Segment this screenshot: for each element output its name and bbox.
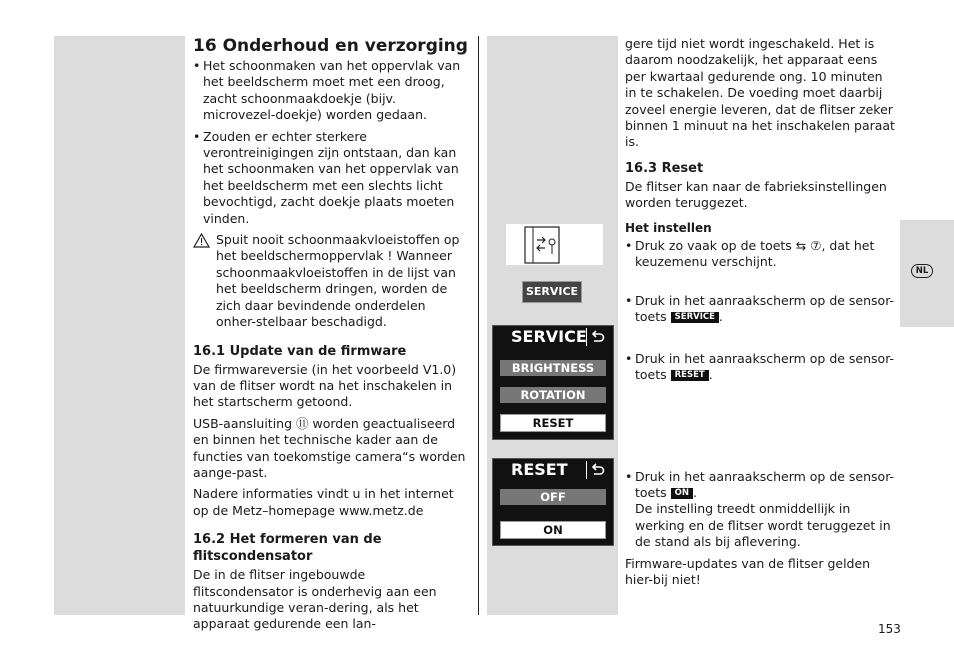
subsection-title: 16.2 Het formeren van de flitscondensator <box>193 532 382 565</box>
on-button[interactable]: ON <box>500 521 606 539</box>
back-button[interactable] <box>586 461 609 479</box>
left-margin-column <box>54 36 185 615</box>
reset-menu-screen <box>492 458 614 546</box>
on-chip: ON <box>671 488 693 499</box>
screen-title: SERVICE <box>511 327 587 346</box>
language-tab <box>900 220 954 327</box>
service-chip: SERVICE <box>671 312 719 323</box>
rotation-button[interactable]: ROTATION <box>500 387 606 403</box>
reset-button[interactable]: RESET <box>500 414 606 432</box>
paragraph: USB-aansluiting ⑪ worden geactualiseerd en binnen het technische kader aan de functies van toekomstige camera“s worden aange-past. <box>193 415 466 480</box>
off-button[interactable]: OFF <box>500 489 606 505</box>
brightness-button[interactable]: BRIGHTNESS <box>500 360 606 376</box>
paragraph: Nadere informaties vindt u in het internet op de Metz–homepage www.metz.de <box>193 486 454 518</box>
subsection-title: 16.3 Reset <box>625 160 704 176</box>
page-number: 153 <box>878 622 901 636</box>
list-item: • Het schoonmaken van het oppervlak van het beeldscherm moet met een droog, zacht schoonmaakdoekje (bijv. microvezel-doekje) worden gedaan. <box>193 58 468 124</box>
return-icon <box>591 462 605 478</box>
list-item: • Druk in het aanraakscherm op de sensor-toets ON . De instelling treedt onmiddellijk in werking en de flitser wordt teruggezet in de stand als bij aflevering. <box>625 469 897 551</box>
paragraph: De firmwareversie (in het voorbeeld V1.0) van de flitser wordt na het inschakelen in het startscherm getoond. <box>193 361 457 410</box>
warning-triangle-icon <box>193 233 210 248</box>
list-item: • Druk zo vaak op de toets ⇆ ⑦, dat het keuzemenu verschijnt. <box>625 238 897 284</box>
flash-buttons-icon <box>506 224 603 265</box>
reset-chip: RESET <box>671 370 709 381</box>
paragraph: De in de flitser ingebouwde flitscondensator is onderhevig aan een natuurkundige veran-dering, als het apparaat gedurende een lan- <box>193 567 437 632</box>
section-title: 16 Onderhoud en verzorging <box>193 36 468 56</box>
service-menu-screen <box>492 325 614 440</box>
left-text-column <box>193 36 468 638</box>
reset-steps <box>625 238 897 551</box>
right-text-column <box>625 36 897 594</box>
cleaning-list <box>193 58 468 227</box>
paragraph: gere tijd niet wordt ingeschakeld. Het is daarom noodzakelijk, het apparaat eens per kwartaal gedurende ong. 10 minuten in te schakelen. De voeding moet daarbij zoveel energie leveren, dat de flitser zeker binnen 1 minuut na het inschakelen paraat is. <box>625 36 895 150</box>
return-icon <box>591 329 605 345</box>
paragraph: De flitser kan naar de fabrieksinstellingen worden teruggezet. <box>625 178 887 211</box>
language-badge: NL <box>911 264 933 278</box>
service-key-figure <box>522 281 582 303</box>
list-item: • Druk in het aanraakscherm op de sensor-toets SERVICE . <box>625 293 897 344</box>
flash-key-figure <box>505 223 604 266</box>
list-item: • Druk in het aanraakscherm op de sensor-toets RESET . <box>625 351 897 463</box>
instruction-heading: Het instellen <box>625 220 712 235</box>
screen-title: RESET <box>511 460 568 479</box>
subsection-title: 16.1 Update van de firmware <box>193 343 407 359</box>
paragraph: Firmware-updates van de flitser gelden hier-bij niet! <box>625 555 871 588</box>
warning-note <box>193 232 468 330</box>
column-divider <box>478 36 479 615</box>
warning-text: Spuit nooit schoonmaakvloeistoffen op het beeldschermoppervlak ! Wanneer schoonmaakvloeistoffen in de lijst van het beeldscherm dringen, worden de zich daar bevindende onderdelen onher-stelbaar beschadigd. <box>216 232 460 330</box>
back-button[interactable] <box>586 328 609 346</box>
list-item: • Zouden er echter sterkere verontreinigingen zijn ontstaan, dan kan het schoonmaken van het oppervlak van het beeldscherm met een slechts licht bevochtigd, zacht doekje plaats moeten vinden. <box>193 129 468 227</box>
service-key-label: SERVICE <box>525 285 579 298</box>
